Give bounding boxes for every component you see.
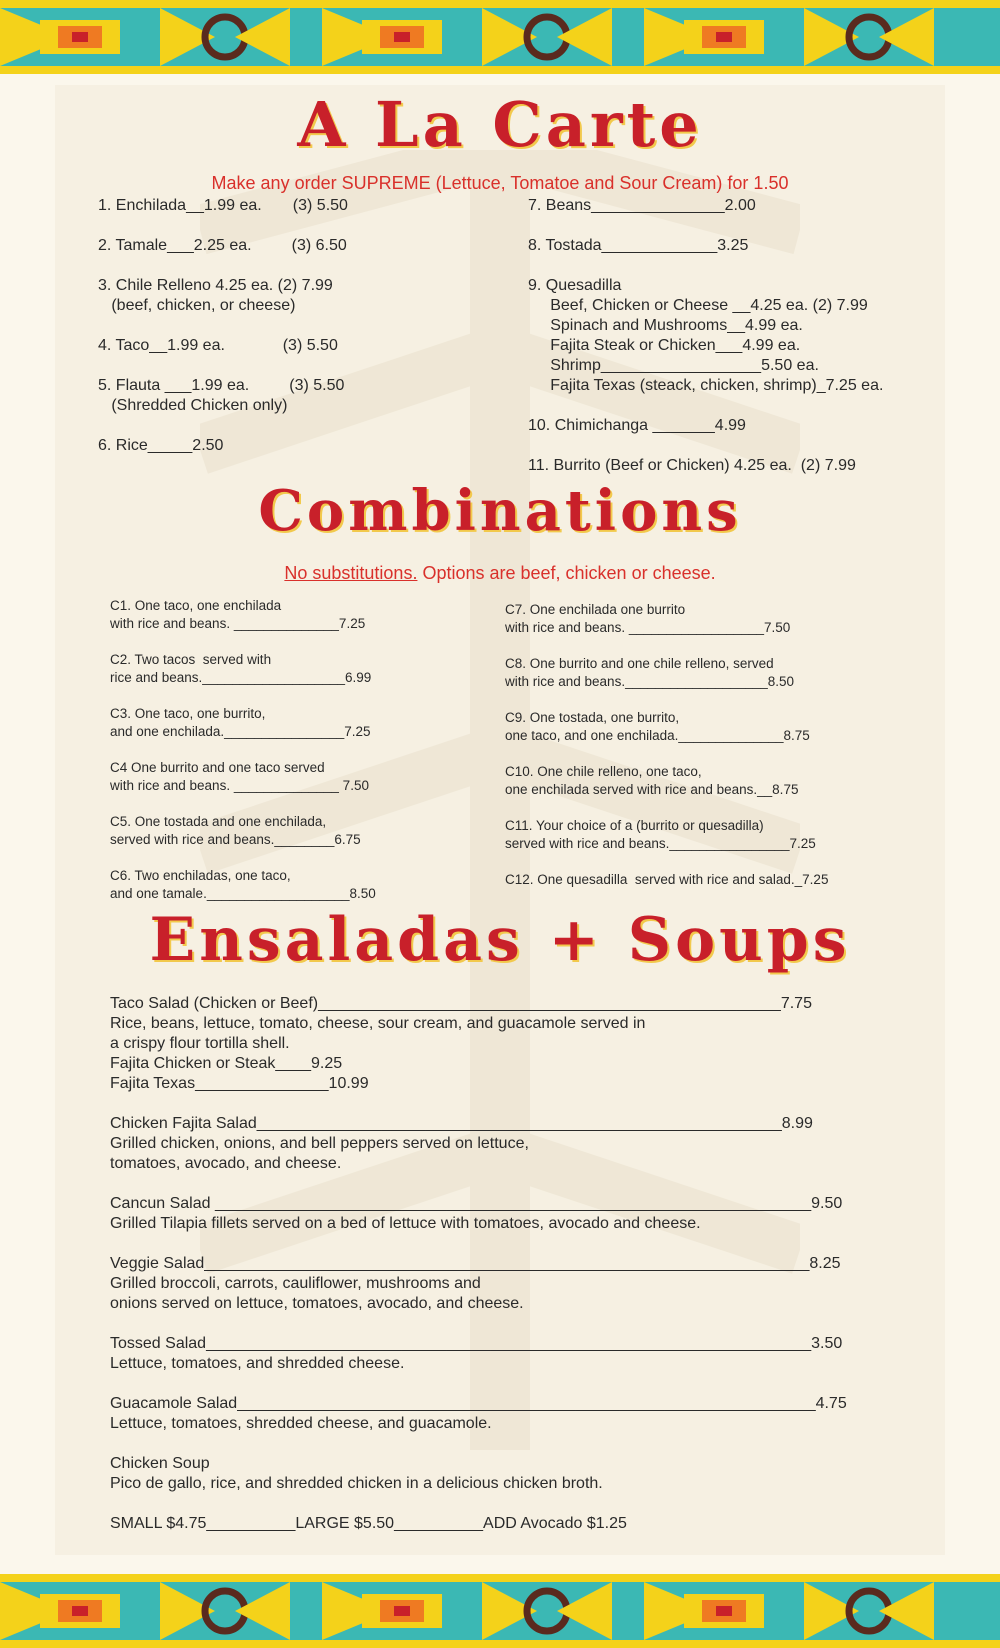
combination-item — [505, 817, 816, 853]
salad-item-line: Fajita Chicken or Steak____9.25 — [110, 1055, 343, 1072]
a-la-carte-item-line: 4. Taco__1.99 ea. (3) 5.50 — [98, 337, 338, 354]
salad-item — [110, 1454, 603, 1494]
salad-item — [110, 1394, 847, 1434]
a-la-carte-item-line: 10. Chimichanga _______4.99 — [528, 417, 746, 434]
salad-item-line: Chicken Fajita Salad___________________________________________________________8.99 — [110, 1115, 813, 1132]
combinations-options-note: Options are beef, chicken or cheese. — [417, 563, 716, 583]
salad-item-line: Chicken Soup — [110, 1455, 210, 1472]
salad-item-line: Fajita Texas_______________10.99 — [110, 1075, 369, 1092]
combination-item — [505, 709, 810, 745]
a-la-carte-item-line: 11. Burrito (Beef or Chicken) 4.25 ea. (2) 7.99 — [528, 457, 856, 474]
combination-item — [110, 705, 371, 741]
combination-item-line: C10. One chile relleno, one taco, — [505, 764, 702, 779]
combination-item — [110, 813, 361, 849]
salad-item — [110, 1114, 813, 1174]
combination-item — [505, 655, 794, 691]
combination-item-line: C3. One taco, one burrito, — [110, 706, 266, 721]
salad-item-line: a crispy flour tortilla shell. — [110, 1035, 290, 1052]
salad-item-line: Grilled broccoli, carrots, cauliflower, mushrooms and — [110, 1275, 481, 1292]
combination-item — [505, 763, 798, 799]
combination-item-line: and one tamale.___________________8.50 — [110, 886, 376, 901]
combination-item-line: with rice and beans. ______________ 7.50 — [110, 778, 369, 793]
a-la-carte-item — [98, 336, 338, 356]
a-la-carte-item — [528, 456, 856, 476]
a-la-carte-item-line: 3. Chile Relleno 4.25 ea. (2) 7.99 — [98, 277, 333, 294]
combination-item — [110, 867, 376, 903]
a-la-carte-item — [528, 196, 756, 216]
salad-item-line: Pico de gallo, rice, and shredded chicken in a delicious chicken broth. — [110, 1475, 603, 1492]
salad-item-line: onions served on lettuce, tomatoes, avocado, and cheese. — [110, 1295, 524, 1312]
salad-item-line: Tossed Salad____________________________________________________________________3.50 — [110, 1335, 843, 1352]
combination-item-line: C5. One tostada and one enchilada, — [110, 814, 327, 829]
a-la-carte-title: A La Carte — [297, 88, 703, 161]
a-la-carte-item — [98, 436, 223, 456]
combination-item-line: C12. One quesadilla served with rice and salad._7.25 — [505, 872, 829, 887]
a-la-carte-item — [528, 276, 883, 396]
a-la-carte-item-line: Shrimp__________________5.50 ea. — [528, 357, 819, 374]
a-la-carte-item-line: (Shredded Chicken only) — [98, 397, 288, 414]
combination-item-line: served with rice and beans.________________7.25 — [505, 836, 816, 851]
combination-item-line: C1. One taco, one enchilada — [110, 598, 282, 613]
a-la-carte-item-line: 2. Tamale___2.25 ea. (3) 6.50 — [98, 237, 347, 254]
a-la-carte-item-line: 7. Beans_______________2.00 — [528, 197, 756, 214]
a-la-carte-item-line: 5. Flauta ___1.99 ea. (3) 5.50 — [98, 377, 345, 394]
combination-item-line: with rice and beans. ______________7.25 — [110, 616, 366, 631]
combination-item-line: with rice and beans.___________________8.50 — [505, 674, 794, 689]
a-la-carte-item-line: 1. Enchilada__1.99 ea. (3) 5.50 — [98, 197, 348, 214]
combination-item — [110, 651, 371, 687]
salad-item-line: Rice, beans, lettuce, tomato, cheese, sour cream, and guacamole served in — [110, 1015, 646, 1032]
combination-item-line: C7. One enchilada one burrito — [505, 602, 686, 617]
no-substitutions-note: No substitutions. — [284, 563, 418, 583]
salad-item — [110, 1194, 842, 1234]
combination-item-line: rice and beans.___________________6.99 — [110, 670, 372, 685]
combination-item-line: C9. One tostada, one burrito, — [505, 710, 680, 725]
salad-item-line: Cancun Salad ___________________________________________________________________9.50 — [110, 1195, 843, 1212]
a-la-carte-item-line: Beef, Chicken or Cheese __4.25 ea. (2) 7.99 — [528, 297, 868, 314]
a-la-carte-subtitle: Make any order SUPREME (Lettuce, Tomatoe and Sour Cream) for 1.50 — [211, 173, 789, 193]
a-la-carte-item — [98, 196, 348, 216]
salad-item — [110, 1514, 627, 1534]
salad-item-line: Veggie Salad____________________________________________________________________8.25 — [110, 1255, 841, 1272]
a-la-carte-item-line: (beef, chicken, or cheese) — [98, 297, 296, 314]
salad-item-line: Taco Salad (Chicken or Beef)____________________________________________________7.75 — [110, 995, 812, 1012]
a-la-carte-item — [98, 236, 347, 256]
salad-item — [110, 994, 812, 1094]
salad-item-line: Lettuce, tomatoes, and shredded cheese. — [110, 1355, 405, 1372]
a-la-carte-item — [98, 376, 344, 416]
a-la-carte-item-line: 6. Rice_____2.50 — [98, 437, 224, 454]
salad-item-line: SMALL $4.75__________LARGE $5.50__________ADD Avocado $1.25 — [110, 1515, 627, 1532]
combination-item — [505, 601, 790, 637]
combination-item-line: C4 One burrito and one taco served — [110, 760, 325, 775]
combination-item-line: C6. Two enchiladas, one taco, — [110, 868, 291, 883]
combinations-subtitle — [0, 563, 1000, 584]
a-la-carte-item-line: Fajita Texas (steack, chicken, shrimp)_7.25 ea. — [528, 377, 884, 394]
a-la-carte-item-line: Spinach and Mushrooms__4.99 ea. — [528, 317, 803, 334]
a-la-carte-item — [98, 276, 333, 316]
a-la-carte-item — [528, 236, 748, 256]
combinations-title: Combinations — [258, 478, 742, 544]
combination-item-line: one taco, and one enchilada.______________8.75 — [505, 728, 810, 743]
combination-item-line: served with rice and beans.________6.75 — [110, 832, 361, 847]
salad-item-line: Grilled chicken, onions, and bell peppers served on lettuce, — [110, 1135, 529, 1152]
salad-item-line: Grilled Tilapia fillets served on a bed of lettuce with tomatoes, avocado and cheese. — [110, 1215, 701, 1232]
ensaladas-soups-title: Ensaladas + Soups — [149, 905, 851, 975]
top-decorative-border — [0, 0, 1000, 74]
salad-item-line: Guacamole Salad_________________________________________________________________4.75 — [110, 1395, 847, 1412]
combination-item-line: and one enchilada.________________7.25 — [110, 724, 371, 739]
a-la-carte-item — [528, 416, 746, 436]
a-la-carte-item-line: 8. Tostada_____________3.25 — [528, 237, 749, 254]
combination-item-line: C11. Your choice of a (burrito or quesadilla) — [505, 818, 764, 833]
salad-item-line: Lettuce, tomatoes, shredded cheese, and guacamole. — [110, 1415, 492, 1432]
combination-item — [505, 871, 828, 889]
salad-item — [110, 1334, 842, 1374]
combination-item-line: C2. Two tacos served with — [110, 652, 272, 667]
salad-item — [110, 1254, 841, 1314]
combination-item — [110, 759, 369, 795]
salad-item-line: tomatoes, avocado, and cheese. — [110, 1155, 342, 1172]
combination-item-line: with rice and beans. __________________7.50 — [505, 620, 791, 635]
bottom-decorative-border — [0, 1574, 1000, 1648]
combination-item-line: C8. One burrito and one chile relleno, served — [505, 656, 774, 671]
combination-item — [110, 597, 365, 633]
a-la-carte-item-line: 9. Quesadilla — [528, 277, 622, 294]
a-la-carte-item-line: Fajita Steak or Chicken___4.99 ea. — [528, 337, 801, 354]
combination-item-line: one enchilada served with rice and beans.__8.75 — [505, 782, 799, 797]
